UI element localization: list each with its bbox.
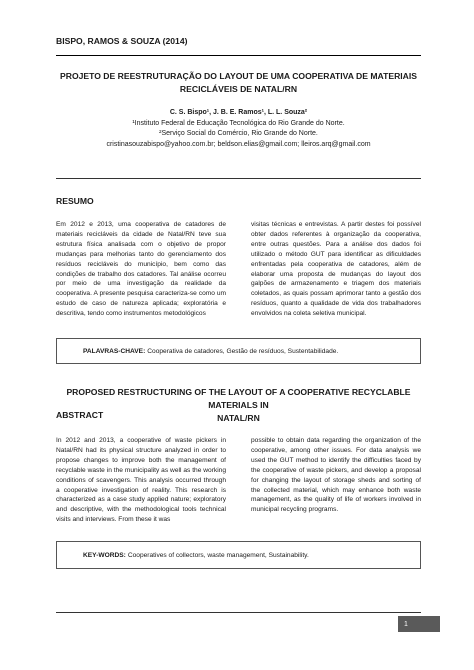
resumo-column-1: Em 2012 e 2013, uma cooperativa de catadores de materiais recicláveis da cidade de Natal/RN teve sua estrutura física analisada com o objetivo de propor mudanças para melhorias tanto do gerenciamento dos resíduos recicláveis do município, bem como das condições de trabalho dos catadores. Tal análise ocorreu por meio de uma investigação da realidade da cooperativa. A presente pesquisa caracteriza-se como um estudo de caso de natureza aplicada; exploratória e descritiva, tendo como instrumentos metodológicos (56, 221, 226, 318)
author-emails: cristinasouzabispo@yahoo.com.br; beldson.elias@gmail.com; lleiros.arq@gmail.com (106, 140, 371, 148)
page-number: 1 (398, 616, 440, 632)
author-block (56, 108, 421, 150)
affiliation-1: ¹Instituto Federal de Educação Tecnológica do Rio Grande do Norte. (132, 119, 345, 127)
paper-title-en (56, 386, 421, 425)
keywords-en-label: KEY-WORDS: (83, 551, 126, 559)
section-divider (56, 178, 421, 179)
paper-title-pt-line2: RECICLÁVEIS DE NATAL/RN (179, 84, 298, 94)
paper-title-en-line2: NATAL/RN (217, 413, 260, 423)
running-header: BISPO, RAMOS & SOUZA (2014) (56, 36, 188, 46)
paper-title-en-line1: PROPOSED RESTRUCTURING OF THE LAYOUT OF A COOPERATIVE RECYCLABLE MATERIALS IN (66, 387, 411, 410)
footer-divider (56, 612, 421, 613)
paper-title-pt (56, 70, 421, 96)
resumo-column-2: visitas técnicas e entrevistas. A partir destes foi possível obter dados referentes à organização da cooperativa, entre outras questões. Para a análise dos dados foi utilizado o método GUT para identificar as dificuldades enfrentadas pela cooperativa de catadores, além de elaborar uma proposta de mudanças do layout dos galpões de armazenamento e triagem dos materiais coletados, as quais possam aprimorar tanto a gestão dos resíduos, quanto a qualidade de vida dos trabalhadores envolvidos na coleta seletiva municipal. (251, 221, 421, 318)
header-divider (56, 55, 421, 56)
keywords-pt-text: Cooperativa de catadores, Gestão de resíduos, Sustentabilidade. (147, 347, 339, 355)
keywords-pt-box (56, 338, 421, 364)
abstract-heading: ABSTRACT (56, 410, 104, 420)
abstract-column-2: possible to obtain data regarding the organization of the cooperative, among other issues. For data analysis we used the GUT method to identify the difficulties faced by the cooperative of waste pickers, and develop a proposal for changing the layout of storage sheds and sorting of the collected material, which may enhance both waste management, as the quality of life of workers involved in municipal recycling programs. (251, 437, 421, 514)
affiliation-2: ²Serviço Social do Comércio, Rio Grande do Norte. (159, 130, 318, 137)
keywords-en-text: Cooperatives of collectors, waste management, Sustainability. (127, 551, 309, 559)
keywords-en-box (56, 541, 421, 569)
author-names: C. S. Bispo¹, J. B. E. Ramos¹, L. L. Souza² (169, 109, 308, 116)
abstract-column-1: In 2012 and 2013, a cooperative of waste pickers in Natal/RN had its physical structure analyzed in order to propose changes to improve both the management of recyclable waste in the municipality as well as the working conditions of scavengers. This analysis occurred through a cooperative investigation of reality. This research is characterized as a case study applied nature; exploratory and descriptive, with the methodological tools technical visits and interviews. From these it was (56, 437, 226, 524)
keywords-pt-label: PALAVRAS-CHAVE: (83, 347, 146, 355)
resumo-heading: RESUMO (56, 196, 94, 206)
paper-title-pt-line1: PROJETO DE REESTRUTURAÇÃO DO LAYOUT DE UMA COOPERATIVA DE MATERIAIS (60, 71, 417, 81)
